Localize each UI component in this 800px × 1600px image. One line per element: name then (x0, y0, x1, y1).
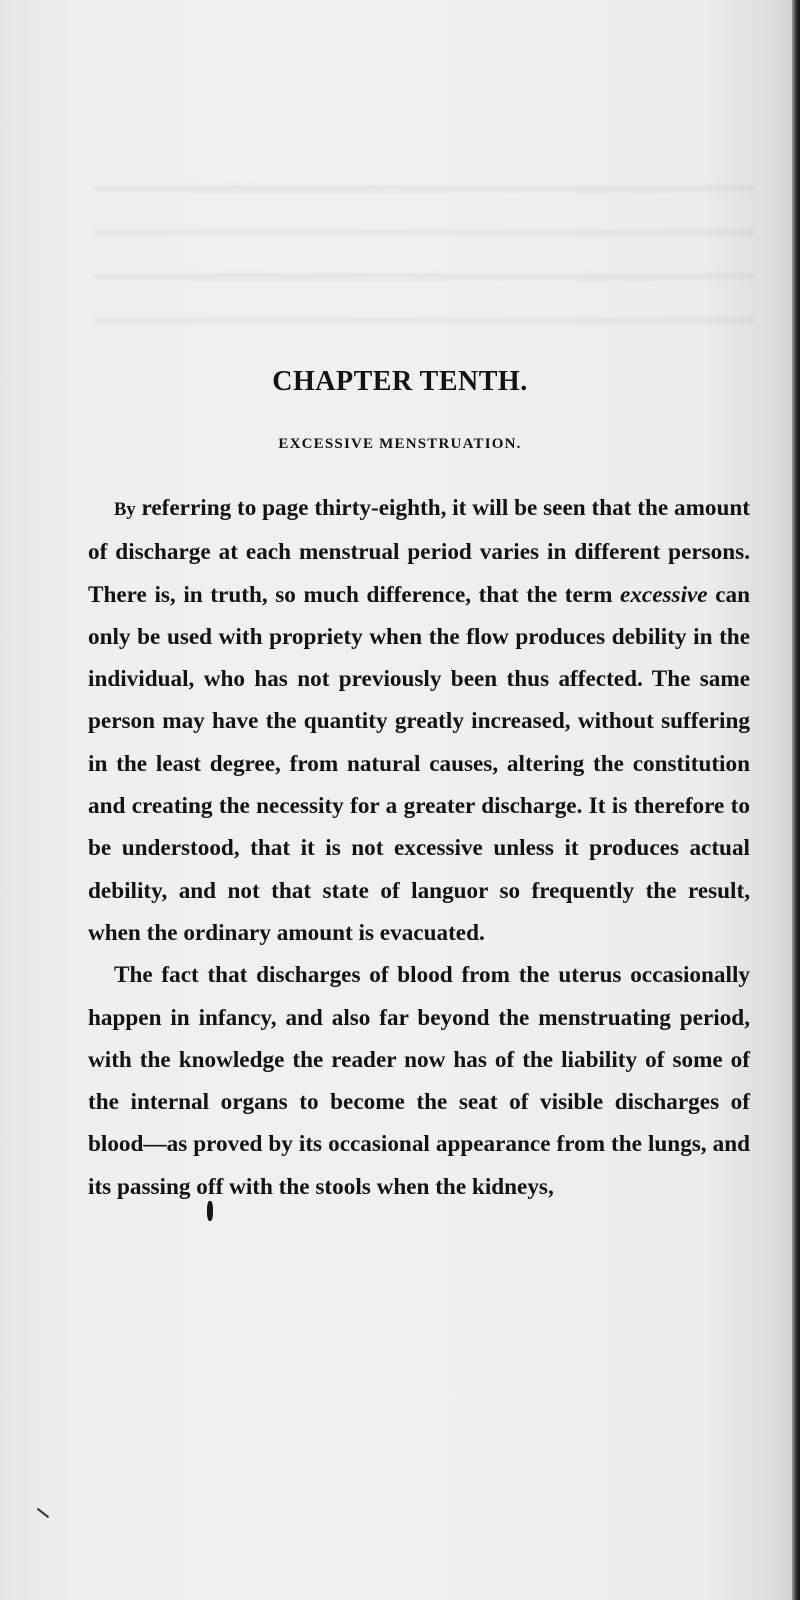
drop-word: By (114, 499, 136, 520)
paragraph-2 (88, 954, 750, 1208)
ink-blot (207, 1201, 213, 1221)
section-title: EXCESSIVE MENSTRUATION. (278, 436, 522, 452)
chapter-title: CHAPTER TENTH. (272, 366, 528, 397)
page-spine-edge (792, 0, 800, 1600)
paragraph-1 (88, 487, 750, 954)
paragraph-2-text: The fact that discharges of blood from the uterus occasionally happen in infancy, and also far beyond the menstruating period, with the knowledge the reader now has of the liability of some of the internal organs to become the seat of visible discharges of blood—as proved by its occasional appearance from the lungs, and its passing off with the stools when the kidneys, (88, 962, 750, 1200)
bleed-through-text (95, 160, 755, 360)
emphasized-term: excessive (620, 581, 708, 608)
margin-mark (37, 1508, 49, 1518)
body-text (88, 487, 750, 1208)
paragraph-1-part-2: can only be used with propriety when the flow produces debility in the individual, who has not previously been thus affected. The same person may have the quantity greatly increased, without suffering in the least degree, from natural causes, altering the constitution and creating the necessity for a greater discharge. It is therefore to be understood, that it is not excessive unless it produces actual debility, and not that state of languor so frequently the result, when the ordinary amount is evacuated. (88, 581, 751, 946)
paragraph-1-part-1: referring to page thirty-eighth, it will be seen that the amount of discharge at each menstrual period varies in different persons. There is, in truth, so much difference, that the term (88, 495, 750, 608)
